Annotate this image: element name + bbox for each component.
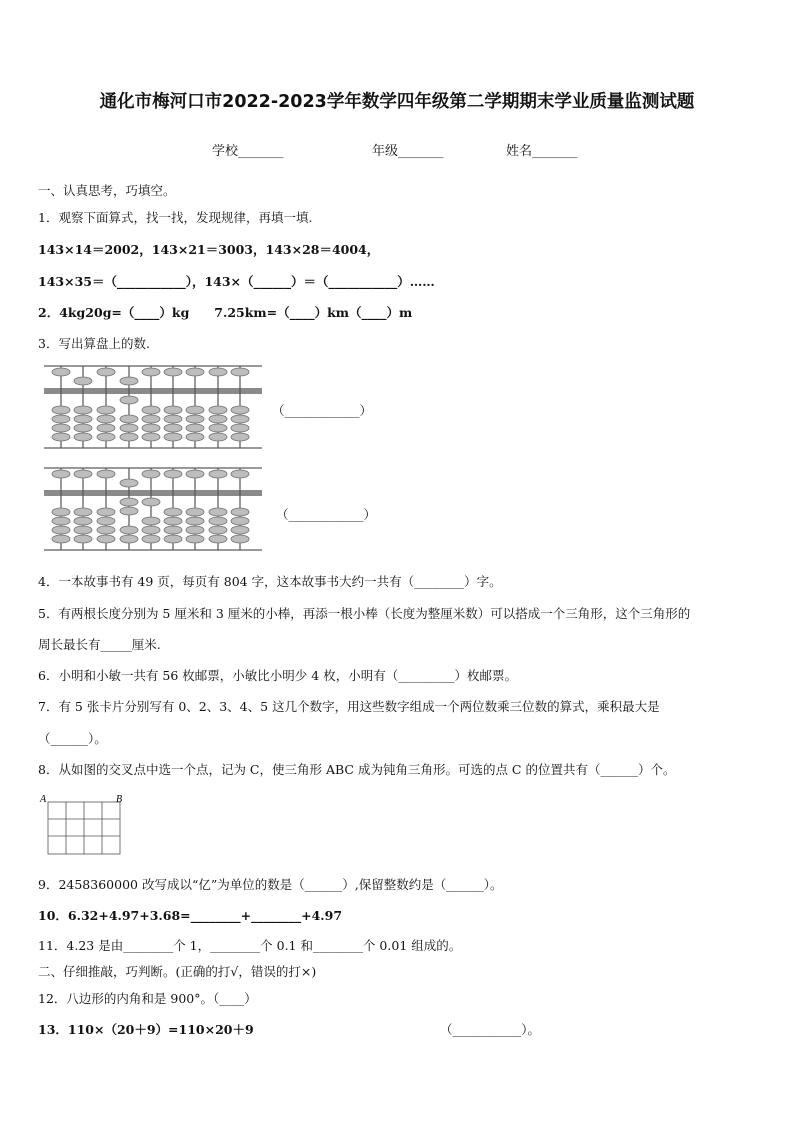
abacus-lower-bead	[209, 517, 227, 525]
abacus-upper-bead	[142, 368, 160, 376]
abacus-lower-bead	[74, 526, 92, 534]
section-1-heading: 一、认真思考，巧填空。	[38, 183, 176, 198]
abacus-1	[40, 364, 266, 450]
abacus-2	[40, 466, 266, 552]
abacus-lower-bead	[186, 535, 204, 543]
abacus-lower-bead	[164, 517, 182, 525]
abacus-upper-bead	[164, 470, 182, 478]
question-13: 13．110×（20＋9）=110×20＋9	[38, 1022, 254, 1037]
question-3-answer-1: （____________）	[272, 403, 373, 418]
abacus-lower-bead	[120, 507, 138, 515]
question-5-line-2: 周长最长有_____厘米.	[38, 637, 161, 652]
abacus-lower-bead	[74, 433, 92, 441]
question-11: 11．4.23 是由________个 1，________个 0.1 和________个 0.01 组成的。	[38, 938, 462, 953]
abacus-lower-bead	[186, 415, 204, 423]
abacus-upper-bead	[231, 470, 249, 478]
question-3-answer-2: （____________）	[276, 507, 377, 522]
point-a-label: A	[40, 794, 47, 805]
abacus-lower-bead	[231, 415, 249, 423]
school-field: 学校_______	[212, 144, 284, 159]
abacus-lower-bead	[209, 433, 227, 441]
abacus-lower-bead	[52, 517, 70, 525]
abacus-lower-bead	[52, 415, 70, 423]
abacus-lower-bead	[142, 433, 160, 441]
abacus-lower-bead	[209, 415, 227, 423]
abacus-lower-bead	[164, 424, 182, 432]
abacus-lower-bead	[52, 508, 70, 516]
abacus-upper-bead	[164, 368, 182, 376]
question-10: 10．6.32+4.97+3.68=________+________+4.97	[38, 908, 343, 923]
abacus-lower-bead	[231, 535, 249, 543]
question-1: 1．观察下面算式，找一找，发现规律，再填一填.	[38, 210, 313, 225]
abacus-lower-bead	[120, 433, 138, 441]
abacus-lower-bead	[52, 424, 70, 432]
point-b-label: B	[116, 794, 123, 805]
abacus-lower-bead	[120, 526, 138, 534]
abacus-lower-bead	[209, 406, 227, 414]
abacus-lower-bead	[164, 406, 182, 414]
abacus-lower-bead	[52, 433, 70, 441]
abacus-lower-bead	[74, 517, 92, 525]
abacus-lower-bead	[52, 535, 70, 543]
abacus-lower-bead	[120, 498, 138, 506]
abacus-upper-bead	[186, 368, 204, 376]
abacus-upper-bead	[74, 470, 92, 478]
abacus-lower-bead	[97, 526, 115, 534]
abacus-lower-bead	[97, 508, 115, 516]
abacus-lower-bead	[231, 517, 249, 525]
abacus-lower-bead	[97, 517, 115, 525]
abacus-lower-bead	[186, 517, 204, 525]
abacus-lower-bead	[231, 508, 249, 516]
abacus-lower-bead	[142, 526, 160, 534]
abacus-lower-bead	[142, 498, 160, 506]
question-7-line-2: （______）。	[38, 731, 107, 746]
abacus-lower-bead	[231, 433, 249, 441]
section-2-heading: 二、仔细推敲，巧判断。(正确的打√，错误的打×)	[38, 964, 317, 979]
abacus-lower-bead	[142, 424, 160, 432]
question-3: 3．写出算盘上的数.	[38, 336, 150, 351]
abacus-lower-bead	[186, 526, 204, 534]
abacus-upper-bead	[74, 377, 92, 385]
abacus-lower-bead	[120, 415, 138, 423]
abacus-lower-bead	[186, 406, 204, 414]
abacus-upper-bead	[97, 368, 115, 376]
abacus-lower-bead	[209, 508, 227, 516]
question-1-pattern: 143×14＝2002，143×21＝3003，143×28＝4004，	[38, 242, 380, 257]
abacus-lower-bead	[164, 433, 182, 441]
question-9: 9．2458360000 改写成以“亿”为单位的数是（______）,保留整数约是（______）。	[38, 877, 503, 892]
abacus-lower-bead	[142, 535, 160, 543]
abacus-lower-bead	[142, 406, 160, 414]
abacus-lower-bead	[97, 415, 115, 423]
abacus-lower-bead	[209, 526, 227, 534]
grid-figure	[36, 792, 132, 858]
question-6: 6．小明和小敏一共有 56 枚邮票，小敏比小明少 4 枚，小明有（_________）枚邮票。	[38, 668, 517, 683]
question-4: 4．一本故事书有 49 页，每页有 804 字，这本故事书大约一共有（________）字。	[38, 574, 502, 589]
abacus-lower-bead	[231, 424, 249, 432]
name-field: 姓名_______	[506, 144, 578, 159]
question-12: 12．八边形的内角和是 900°。（____）	[38, 991, 257, 1006]
abacus-lower-bead	[164, 526, 182, 534]
abacus-upper-bead	[120, 377, 138, 385]
abacus-lower-bead	[209, 424, 227, 432]
abacus-lower-bead	[186, 424, 204, 432]
abacus-lower-bead	[74, 406, 92, 414]
abacus-lower-bead	[209, 535, 227, 543]
abacus-lower-bead	[231, 526, 249, 534]
abacus-lower-bead	[186, 508, 204, 516]
abacus-upper-bead	[120, 479, 138, 487]
abacus-lower-bead	[97, 406, 115, 414]
question-13-answer: （___________）。	[440, 1022, 541, 1037]
question-7-line-1: 7．有 5 张卡片分别写有 0、2、3、4、5 这几个数字，用这些数字组成一个两位数乘三位数的算式，乘积最大是	[38, 699, 660, 714]
question-5-line-1: 5．有两根长度分别为 5 厘米和 3 厘米的小棒，再添一根小棒（长度为整厘米数）可以搭成一个三角形，这个三角形的	[38, 606, 691, 621]
abacus-lower-bead	[52, 406, 70, 414]
abacus-lower-bead	[74, 415, 92, 423]
abacus-upper-bead	[52, 368, 70, 376]
abacus-lower-bead	[97, 535, 115, 543]
abacus-upper-bead	[142, 470, 160, 478]
grade-field: 年级_______	[372, 144, 444, 159]
abacus-upper-bead	[97, 470, 115, 478]
abacus-upper-bead	[209, 368, 227, 376]
abacus-lower-bead	[164, 415, 182, 423]
abacus-lower-bead	[74, 424, 92, 432]
abacus-lower-bead	[231, 406, 249, 414]
abacus-lower-bead	[74, 535, 92, 543]
abacus-lower-bead	[52, 526, 70, 534]
abacus-upper-bead	[209, 470, 227, 478]
abacus-lower-bead	[164, 508, 182, 516]
abacus-lower-bead	[120, 396, 138, 404]
abacus-lower-bead	[97, 433, 115, 441]
question-8: 8．从如图的交叉点中选一个点，记为 C，使三角形 ABC 成为钝角三角形。可选的点 C 的位置共有（______）个。	[38, 762, 676, 777]
question-1-blanks: 143×35＝（___________），143×（______）＝（___________）……	[38, 274, 435, 289]
abacus-lower-bead	[164, 535, 182, 543]
abacus-lower-bead	[120, 424, 138, 432]
abacus-lower-bead	[142, 517, 160, 525]
abacus-lower-bead	[97, 424, 115, 432]
abacus-lower-bead	[186, 433, 204, 441]
abacus-lower-bead	[142, 415, 160, 423]
abacus-upper-bead	[52, 470, 70, 478]
abacus-upper-bead	[186, 470, 204, 478]
question-2: 2．4kg20g=（____）kg 7.25km=（____）km（____）m	[38, 305, 413, 320]
abacus-lower-bead	[74, 508, 92, 516]
abacus-lower-bead	[120, 535, 138, 543]
page-title: 通化市梅河口市2022-2023学年数学四年级第二学期期末学业质量监测试题	[99, 92, 695, 112]
abacus-upper-bead	[231, 368, 249, 376]
